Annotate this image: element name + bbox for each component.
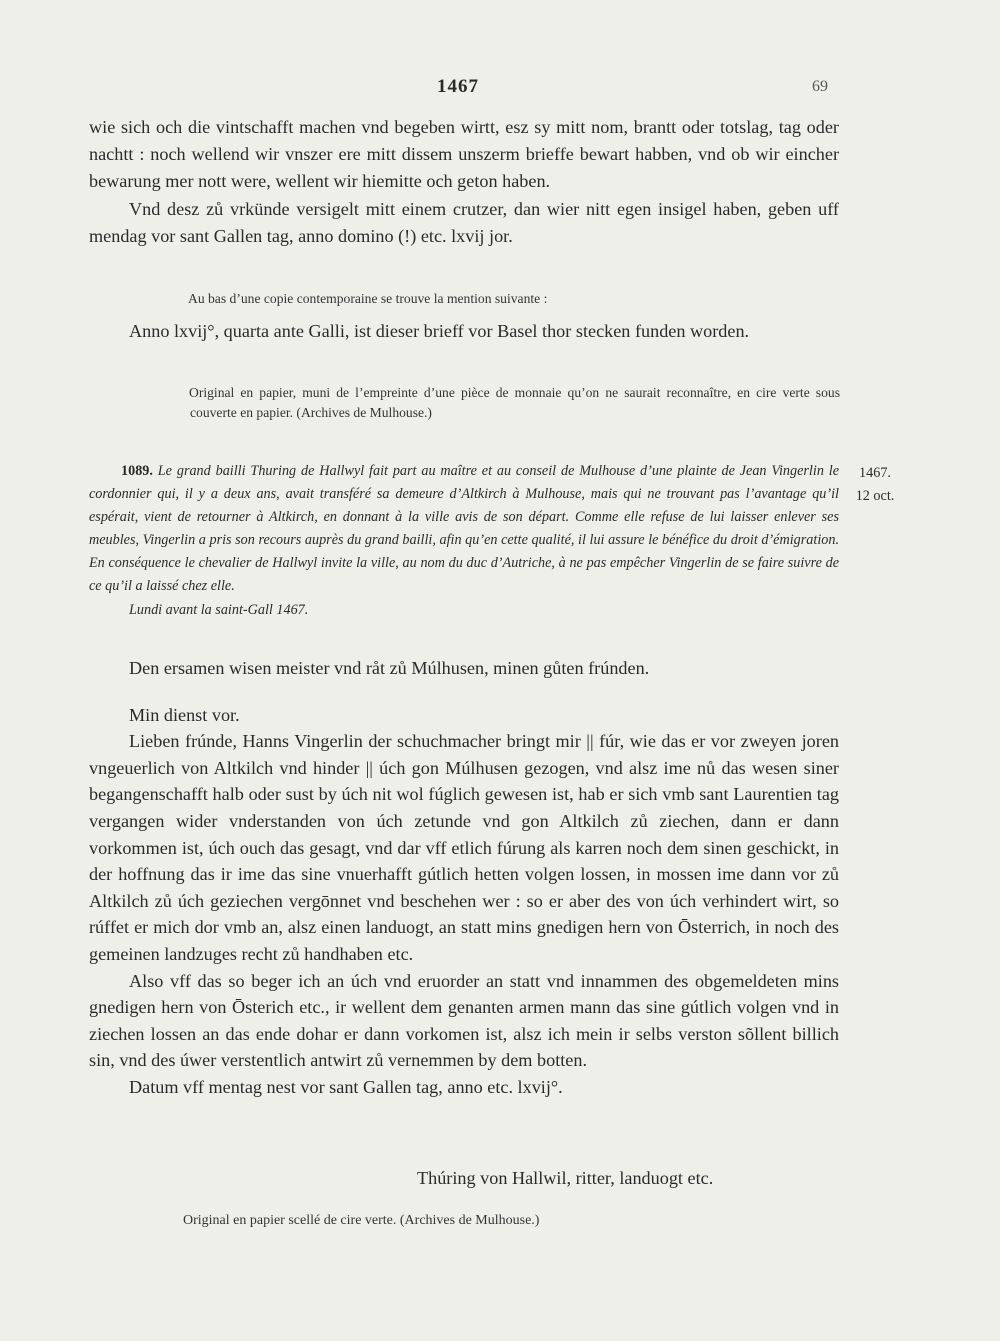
continued-letter-text [89, 114, 839, 250]
letter-body-2: Also vff das so beger ich an úch vnd eruorder an statt vnd innammen des obgemeldeten mins gnedigen hern von Ōsterich etc., ir wellent dem genanten armen mann das sine gútlich volgen vnd in ziechen lossen an das ende dohar er dann vorkomen ist, alsz ich mein ir selbs verston sõllent billich sin, vnd des úwer verstentlich antwirt zů vernemmen by dem botten. [89, 970, 839, 1071]
copy-note: Au bas d’une copie contemporaine se trouve la mention suivante : [188, 291, 548, 306]
letter-greeting: Min dienst vor. [129, 704, 240, 725]
mention-text: Anno lxvij°, quarta ante Galli, ist dieser brieff vor Basel thor stecken funden worden. [129, 321, 750, 341]
original-note-1 [190, 383, 840, 423]
letter-signature: Thúring von Hallwil, ritter, landuogt etc. [417, 1168, 714, 1188]
margin-day: 12 oct. [855, 488, 895, 504]
original-note-text: Original en papier, muni de l’empreinte d’une pièce de monnaie qu’on ne saurait reconnaître, en cire verte sous couverte en papier. (Archives de Mulhouse.) [189, 385, 840, 420]
document-entry [89, 460, 839, 622]
letter-body-1: Lieben frúnde, Hanns Vingerlin der schuchmacher bringt mir || fúr, wie das er vor zweyen joren vngeuerlich von Altkilch vnd hinder || úch gon Múlhusen gezogen, vnd alsz ime nů das wesen siner begangenschafft halb oder sust by úch nit wol fúglich gewesen ist, hab er sich vmb sant Laurentien tag vergangen wider vnderstanden von úch zetunde vnd gon Altkilch zů ziechen, dann er dann vorkommen ist, úch ouch das gesagt, vnd dar vff etlich fúrung als karren noch dem sinen geschickt, in der hoffnung das ir ime das sine vnuerhafft gútlich hetten volgen lossen, in mossen ime dann vor zů Altkilch zů úch geziechen vergōnnet vnd beschehen wer : so er aber des von úch verhindert wirt, so rúffet er mich dor vmb an, alsz einen landuogt, an statt mins gnedigen hern von Ōsterrich, in noch des gemeinen landzuges recht zů handhaben etc. [89, 731, 839, 964]
entry-summary-text: Le grand bailli Thuring de Hallwyl fait part au maître et au conseil de Mulhouse d’une plainte de Jean Vingerlin le cordonnier qui, il y a deux ans, avait transféré sa demeure d’Altkirch à Mulhouse, mais qui ne trouvant pas l’avantage qu’il espérait, vient de retourner à Altkirch, en donnant à la ville avis de son départ. Comme elle refuse de lui laisser enlever ses meubles, Vingerlin a pris son recours auprès du grand bailli, afin qu’en cette qualité, il lui assure le bénéfice du droit d’émigration. En conséquence le chevalier de Hallwyl invite la ville, au nom du duc d’Autriche, à ne pas empêcher Vingerlin de se faire suivre de ce qu’il a laissé chez elle. [89, 463, 840, 595]
mention-block [89, 318, 839, 345]
paragraph: Vnd desz zů vrkünde versigelt mitt einem crutzer, dan wier nitt egen insigel haben, geben uff mendag vor sant Gallen tag, anno domino (!) etc. lxvij jor. [89, 198, 839, 246]
entry-summary [89, 460, 839, 599]
entry-number: 1089. [121, 463, 153, 479]
letter-dated: Datum vff mentag nest vor sant Gallen tag, anno etc. lxvij°. [129, 1076, 563, 1097]
page-number: 69 [812, 78, 828, 95]
page-heading-year: 1467 [437, 76, 479, 97]
letter-address: Den ersamen wisen meister vnd råt zů Múlhusen, minen gůten frúnden. [129, 658, 650, 678]
paragraph: wie sich och die vintschafft machen vnd begeben wirtt, esz sy mitt nom, brantt oder totslag, tag oder nachtt : noch wellend wir vnszer ere mitt dissem unszerm brieffe bewart habben, vnd ob wir eincher bewarung mer nott were, wellent wir hiemitte och geton haben. [89, 117, 839, 192]
original-note-2: Original en papier scellé de cire verte. (Archives de Mulhouse.) [183, 1213, 540, 1228]
letter [89, 655, 839, 1101]
entry-date: Lundi avant la saint-Gall 1467. [129, 601, 309, 618]
margin-year: 1467. [859, 465, 891, 481]
